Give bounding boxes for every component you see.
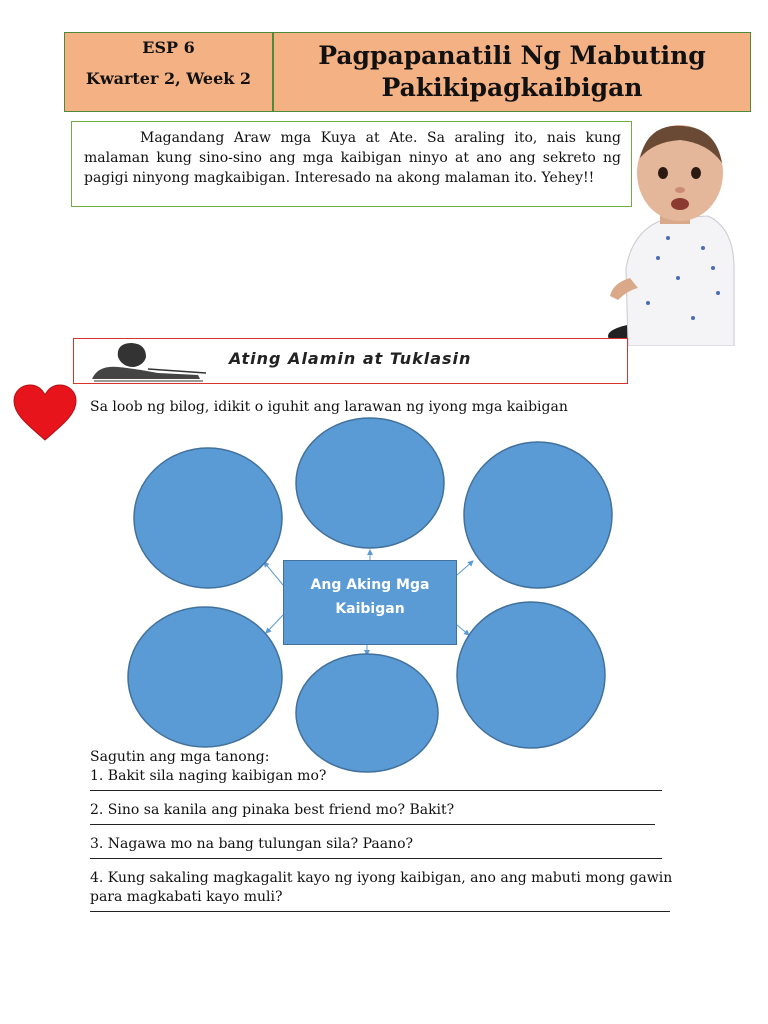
arrow-top-left (264, 562, 283, 585)
friend-circle-bottom-left (128, 607, 282, 747)
answer-line-4[interactable] (90, 907, 670, 912)
banner-label: Ating Alamin at Tuklasin (229, 349, 472, 368)
center-label-line2: Kaibigan (335, 601, 405, 617)
question-2: 2. Sino sa kanila ang pinaka best friend mo? Bakit? (90, 802, 455, 818)
questions-intro: Sagutin ang mga tanong: (90, 749, 270, 765)
activity-instruction: Sa loob ng bilog, idikit o iguhit ang larawan ng iyong mga kaibigan (90, 399, 568, 415)
answer-line-1[interactable] (90, 786, 662, 791)
questions-section (90, 748, 690, 922)
question-4: 4. Kung sakaling magkagalit kayo ng iyong kaibigan, ano ang mabuti mong gawin para magkabati kayo muli? (90, 870, 673, 905)
friend-circle-top-right (464, 442, 612, 588)
quarter-week-label: Kwarter 2, Week 2 (85, 69, 252, 88)
friend-circle-bottom-right (457, 602, 605, 748)
lesson-title-line1: Pagpapanatili Ng Mabuting (318, 41, 706, 70)
friend-circle-top (296, 418, 444, 548)
question-1: 1. Bakit sila naging kaibigan mo? (90, 768, 327, 784)
lesson-title-line2: Pakikipagkaibigan (381, 73, 643, 102)
arrow-top-right (457, 561, 473, 575)
center-label-box (283, 560, 457, 645)
arrow-bottom-left (266, 615, 283, 633)
answer-line-2[interactable] (90, 820, 655, 825)
intro-text: Magandang Araw mga Kuya at Ate. Sa araling ito, nais kung malaman kung sino-sino ang mga kaibigan ninyo at ano ang sekreto ng pagigi ninyong magkaibigan. Interesado na akong malaman ito. Yehey!! (84, 130, 621, 186)
center-label-line1: Ang Aking Mga (310, 577, 430, 593)
question-3: 3. Nagawa mo na bang tulungan sila? Paano? (90, 836, 414, 852)
friend-circle-top-left (134, 448, 282, 588)
subject-label: ESP 6 (142, 38, 195, 57)
answer-line-3[interactable] (90, 854, 662, 859)
arrow-bottom-right (457, 625, 469, 635)
